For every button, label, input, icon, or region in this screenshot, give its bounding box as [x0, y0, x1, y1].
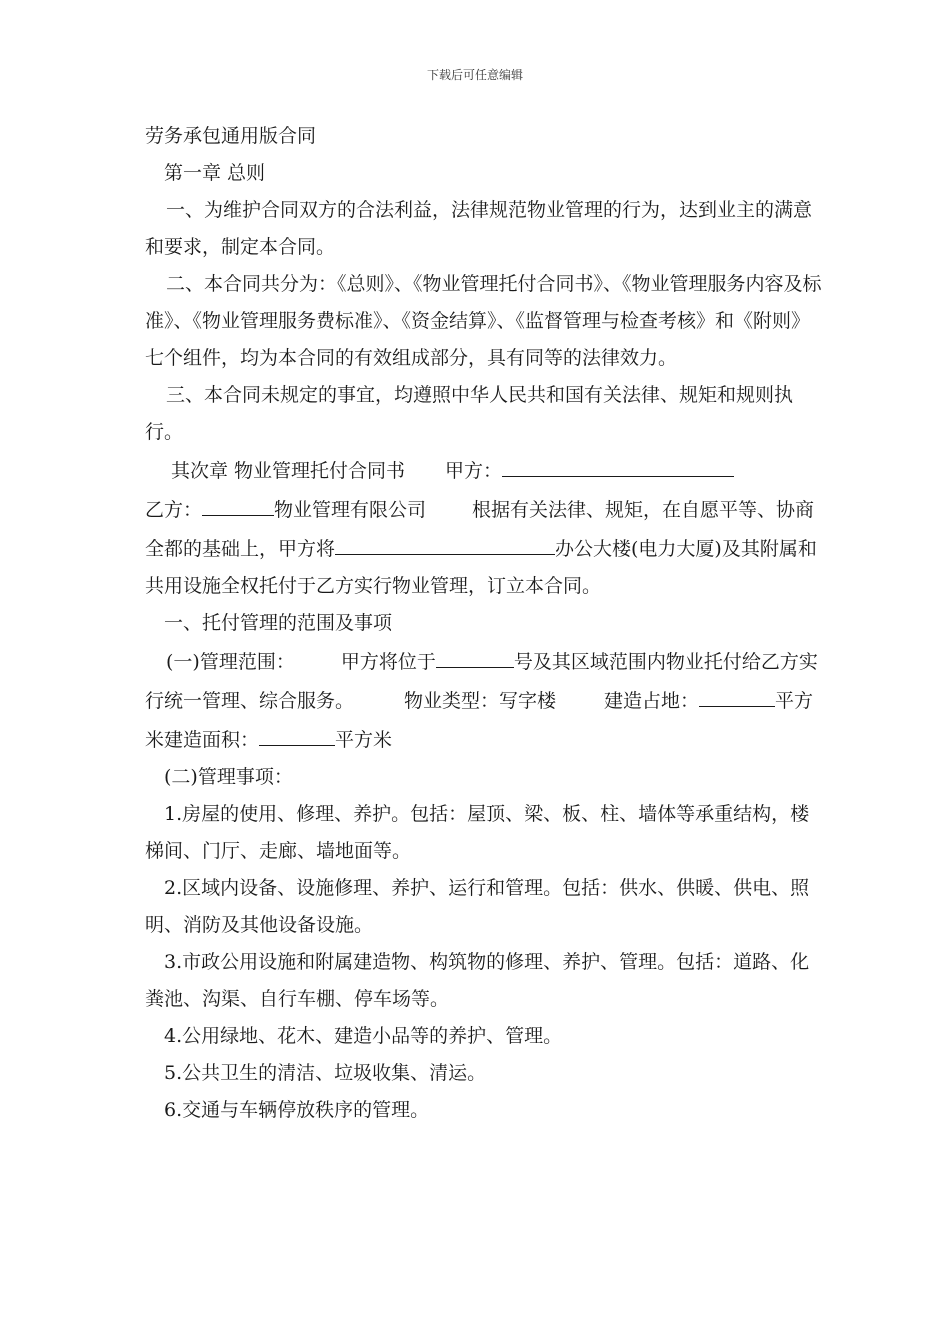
page-header-note: 下载后可任意编辑 [426, 68, 523, 82]
scope-label: (一)管理范围： [166, 651, 295, 673]
paragraph-4-end: 办公大楼(电力大厦)及其附属和共用设施全权托付于乙方实行物业管理，订立本合同。 [145, 538, 817, 597]
matter-item-5: 5.公共卫生的清洁、垃圾收集、清运。 [164, 1062, 487, 1084]
paragraph-4-start: 根据有关法律、规矩，在自愿平等、协商全都的基础上，甲方将 [145, 499, 815, 560]
document-title: 劳务承包通用版合同 [145, 125, 317, 147]
paragraph-1: 一、为维护合同双方的合法利益，法律规范物业管理的行为，达到业主的满意和要求，制定本合同。 [145, 199, 813, 258]
paragraph-3: 三、本合同未规定的事宜，均遵照中华人民共和国有关法律、规矩和规则执行。 [145, 384, 794, 443]
scope-text-start: 甲方将位于 [340, 651, 436, 673]
chapter-1-heading: 第一章 总则 [164, 162, 266, 184]
scope-block [145, 642, 825, 759]
land-area-label: 建造占地： [604, 690, 700, 712]
paragraph-2: 二、本合同共分为：《总则》、《物业管理托付合同书》、《物业管理服务内容及标准》、《物业管理服务费标准》、《资金结算》、《监督管理与检查考核》和《附则》七个组件，均为本合同的有效组成部分，具有同等的法律效力。 [145, 273, 822, 369]
address-blank[interactable] [436, 642, 514, 668]
building-area-unit: 平方米 [335, 729, 393, 751]
chapter-2-heading: 其次章 物业管理托付合同书 [171, 460, 406, 482]
document-body [145, 118, 825, 1129]
land-area-blank[interactable] [699, 681, 775, 707]
section-1-heading: 一、托付管理的范围及事项 [164, 612, 393, 634]
chapter-2-block [145, 451, 825, 605]
matter-item-6: 6.交通与车辆停放秩序的管理。 [164, 1099, 430, 1121]
party-a-label: 甲方： [445, 460, 503, 482]
party-b-blank[interactable] [202, 490, 274, 516]
party-b-label: 乙方： [145, 499, 203, 521]
matter-item-1: 1.房屋的使用、修理、养护。包括：屋顶、梁、板、柱、墙体等承重结构，楼梯间、门厅、走廊、墙地面等。 [145, 803, 810, 862]
matters-heading: (二)管理事项： [164, 766, 293, 788]
party-a-blank[interactable] [502, 451, 734, 477]
matter-item-2: 2.区域内设备、设施修理、养护、运行和管理。包括：供水、供暖、供电、照明、消防及其他设备设施。 [145, 877, 810, 936]
matter-item-3: 3.市政公用设施和附属建造物、构筑物的修理、养护、管理。包括：道路、化粪池、沟渠、自行车棚、停车场等。 [145, 951, 810, 1010]
land-area-unit: 平方米建造面积： [145, 690, 814, 751]
property-type: 物业类型：写字楼 [404, 690, 557, 712]
matter-item-4: 4.公用绿地、花木、建造小品等的养护、管理。 [164, 1025, 563, 1047]
party-b-suffix: 物业管理有限公司 [274, 499, 427, 521]
building-area-blank[interactable] [259, 720, 335, 746]
building-blank[interactable] [335, 529, 555, 555]
scope-text-end: 号及其区域范围内物业托付给乙方实行统一管理、综合服务。 [145, 651, 818, 712]
